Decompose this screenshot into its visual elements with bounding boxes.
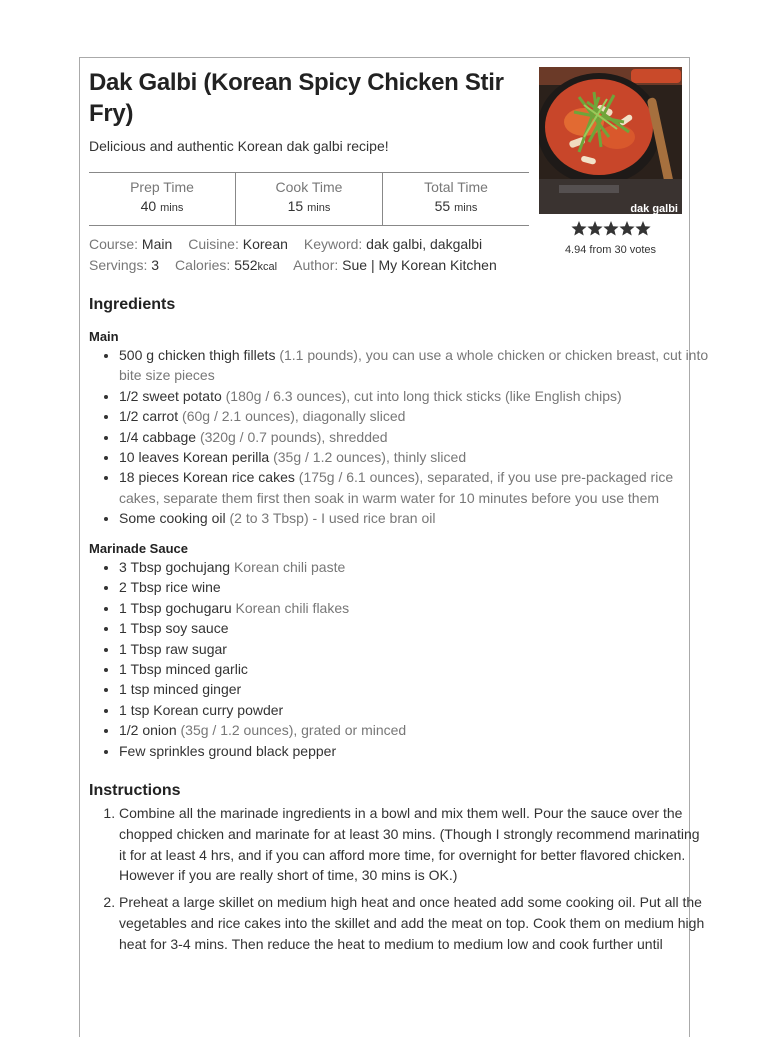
ingredient-item bbox=[119, 720, 709, 740]
ingredient-name: gochugaru bbox=[165, 599, 232, 616]
star-icon bbox=[587, 221, 602, 236]
prep-time-label: Prep Time bbox=[130, 179, 194, 195]
ingredient-unit: Tbsp bbox=[130, 640, 162, 657]
instruction-list bbox=[89, 803, 709, 961]
cuisine: Cuisine: Korean bbox=[188, 236, 288, 252]
ingredient-unit: Tbsp bbox=[130, 599, 162, 616]
ingredient-name: chicken thigh fillets bbox=[157, 347, 276, 363]
ingredient-item bbox=[119, 598, 709, 618]
star-icon bbox=[635, 221, 650, 236]
ingredient-amount: 18 bbox=[119, 469, 135, 486]
ingredient-list-main bbox=[89, 345, 709, 529]
ingredient-name: onion bbox=[142, 722, 177, 739]
ingredient-unit: Tbsp bbox=[130, 559, 162, 575]
ingredient-item bbox=[119, 447, 709, 467]
ingredient-item bbox=[119, 467, 709, 508]
ingredient-list-marinade bbox=[89, 557, 709, 761]
ingredient-notes: (35g / 1.2 ounces), thinly sliced bbox=[273, 449, 467, 466]
ingredient-item bbox=[119, 577, 709, 597]
ingredient-unit: pieces bbox=[138, 469, 179, 486]
ingredient-notes: (35g / 1.2 ounces), grated or minced bbox=[180, 722, 407, 739]
ingredient-notes: (60g / 2.1 ounces), diagonally sliced bbox=[182, 408, 406, 425]
keyword: Keyword: dak galbi, dakgalbi bbox=[303, 236, 483, 252]
ingredient-amount: 10 bbox=[119, 449, 135, 466]
ingredient-unit: tsp bbox=[130, 681, 150, 698]
ingredient-name: raw sugar bbox=[165, 640, 227, 657]
ingredient-notes: Korean chili paste bbox=[233, 559, 346, 575]
ingredient-item bbox=[119, 386, 709, 406]
ingredient-amount: 1 bbox=[119, 620, 127, 637]
prep-time-unit: mins bbox=[160, 202, 184, 214]
ingredient-unit: Tbsp bbox=[130, 620, 162, 637]
total-time-label: Total Time bbox=[424, 179, 488, 195]
ingredient-amount: 1 bbox=[119, 701, 127, 718]
ingredient-unit: Tbsp bbox=[130, 661, 162, 678]
prep-time bbox=[89, 173, 235, 225]
ingredient-item bbox=[119, 557, 709, 577]
ingredient-group-title-main: Main bbox=[89, 329, 119, 344]
rating-text: 4.94 from 30 votes bbox=[564, 244, 657, 256]
ingredient-unit: Tbsp bbox=[130, 579, 162, 596]
star-icon bbox=[603, 221, 618, 236]
author-value: Sue | My Korean Kitchen bbox=[342, 257, 497, 273]
ingredient-amount: 1/2 bbox=[119, 408, 139, 425]
author: Author: Sue | My Korean Kitchen bbox=[293, 257, 497, 273]
ingredient-amount: 1 bbox=[119, 681, 127, 698]
ingredient-item bbox=[119, 659, 709, 679]
calories-unit: kcal bbox=[257, 261, 278, 273]
ingredient-notes: (180g / 6.3 ounces), cut into long thick sticks (like English chips) bbox=[225, 387, 622, 404]
servings-value[interactable]: 3 bbox=[151, 257, 160, 273]
ingredient-amount: 1/2 bbox=[119, 722, 139, 739]
rating-stars[interactable] bbox=[571, 220, 651, 238]
instruction-step: 1. Combine all the marinade ingredients in a bowl and mix them well. Pour the sauce over the chopped chicken and marinate for at least 30 mins. (Though I strongly recommend marinating it for at least 4 hrs, and if you can afford more time, for overnight for better flavored chicken. However if you are really short of time, 30 mins is OK.) bbox=[119, 803, 709, 886]
ingredient-notes: Korean chili flakes bbox=[235, 599, 350, 616]
cook-time bbox=[235, 173, 382, 225]
ingredient-amount: 3 bbox=[119, 559, 127, 575]
total-time-unit: mins bbox=[454, 202, 478, 214]
ingredient-name: cabbage bbox=[142, 428, 197, 445]
ingredient-item bbox=[119, 618, 709, 638]
ingredient-amount: 1/4 bbox=[119, 428, 139, 445]
ingredient-item bbox=[119, 345, 709, 386]
ingredient-name: soy sauce bbox=[165, 620, 229, 637]
cook-time-unit: mins bbox=[307, 202, 331, 214]
ingredient-notes: (175g / 6.1 ounces), separated, if you use pre-packaged rice cakes, separate them first then soak in warm water for 10 minutes before you use them bbox=[119, 469, 674, 506]
recipe-summary: Delicious and authentic Korean dak galbi recipe! bbox=[89, 138, 389, 154]
servings: Servings: 3 bbox=[89, 257, 160, 273]
ingredient-amount: 500 bbox=[119, 347, 143, 363]
ingredient-item bbox=[119, 639, 709, 659]
ingredient-item bbox=[119, 741, 709, 761]
ingredient-name: Korean rice cakes bbox=[182, 469, 295, 486]
ingredient-name: Korean curry powder bbox=[153, 701, 284, 718]
ingredient-amount: 1 bbox=[119, 640, 127, 657]
ingredient-notes: (2 to 3 Tbsp) - I used rice bran oil bbox=[229, 510, 436, 527]
recipe-image-art bbox=[539, 67, 682, 214]
instructions-heading: Instructions bbox=[89, 782, 181, 799]
course-value: Main bbox=[141, 236, 173, 252]
ingredient-group-title-marinade: Marinade Sauce bbox=[89, 541, 188, 556]
ingredient-item bbox=[119, 700, 709, 720]
ingredient-item bbox=[119, 679, 709, 699]
recipe-image bbox=[539, 67, 682, 214]
ingredient-item bbox=[119, 406, 709, 426]
ingredient-notes: (320g / 0.7 pounds), shredded bbox=[199, 428, 388, 445]
total-time bbox=[382, 173, 529, 225]
ingredient-notes: (1.1 pounds), you can use a whole chicken or chicken breast, cut into bite size pieces bbox=[119, 347, 709, 384]
ingredient-name: gochujang bbox=[165, 559, 231, 575]
recipe-rating bbox=[539, 220, 682, 256]
total-time-value: 55 bbox=[434, 198, 451, 214]
ingredient-name: Some cooking oil bbox=[119, 510, 226, 527]
ingredient-name: minced garlic bbox=[165, 661, 248, 678]
ingredient-unit: leaves bbox=[138, 449, 179, 466]
calories: Calories: 552kcal bbox=[175, 257, 278, 273]
recipe-times bbox=[89, 172, 529, 226]
prep-time-value: 40 bbox=[140, 198, 157, 214]
ingredient-unit: tsp bbox=[130, 701, 150, 718]
ingredients-heading: Ingredients bbox=[89, 296, 176, 313]
star-icon bbox=[571, 221, 586, 236]
ingredient-name: minced ginger bbox=[153, 681, 242, 698]
cook-time-label: Cook Time bbox=[275, 179, 343, 195]
ingredient-amount: 2 bbox=[119, 579, 127, 596]
cook-time-value: 15 bbox=[287, 198, 304, 214]
ingredient-item bbox=[119, 427, 709, 447]
ingredient-name: rice wine bbox=[165, 579, 221, 596]
ingredient-name: Korean perilla bbox=[182, 449, 270, 466]
star-icon bbox=[619, 221, 634, 236]
keyword-value: dak galbi, dakgalbi bbox=[366, 236, 483, 252]
instruction-step: 2. Preheat a large skillet on medium high heat and once heated add some cooking oil. Put all the vegetables and rice cakes into the skillet and add the meat on top. Cook them on medium high heat for 3-4 mins. Then reduce the heat to medium to medium low and cook further until bbox=[119, 892, 709, 954]
ingredient-amount: 1 bbox=[119, 599, 127, 616]
image-caption-text: dak galbi bbox=[630, 203, 678, 214]
recipe-card bbox=[79, 57, 709, 1037]
ingredient-amount: 1 bbox=[119, 661, 127, 678]
ingredient-item bbox=[119, 508, 709, 528]
ingredient-name: sweet potato bbox=[142, 387, 222, 404]
ingredient-name: carrot bbox=[142, 408, 179, 425]
cuisine-value: Korean bbox=[242, 236, 288, 252]
course: Course: Main bbox=[89, 236, 173, 252]
recipe-title: Dak Galbi (Korean Spicy Chicken Stir Fry) bbox=[89, 69, 504, 127]
ingredient-amount: 1/2 bbox=[119, 387, 139, 404]
ingredient-unit: g bbox=[146, 347, 155, 363]
ingredient-name: Few sprinkles ground black pepper bbox=[119, 742, 337, 759]
calories-value: 552 bbox=[234, 257, 258, 273]
recipe-meta bbox=[89, 234, 529, 278]
